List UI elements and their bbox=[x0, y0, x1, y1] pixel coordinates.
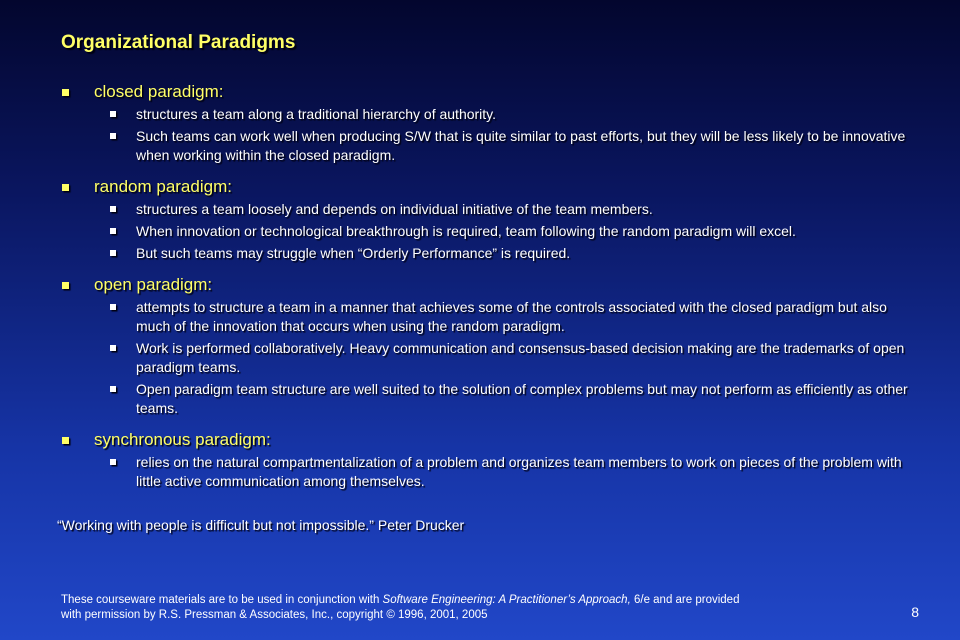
section-closed-point bbox=[62, 105, 912, 124]
point-text: Open paradigm team structure are well suited to the solution of complex problems but may not perform as efficiently as other teams. bbox=[136, 381, 908, 416]
point-text: But such teams may struggle when “Orderly Performance” is required. bbox=[136, 245, 571, 261]
point-text: relies on the natural compartmentalization of a problem and organizes team members to work on pieces of the problem with little active communication among themselves. bbox=[136, 454, 902, 489]
section-synchronous-heading bbox=[62, 430, 912, 450]
point-text: Such teams can work well when producing S/W that is quite similar to past efforts, but they will be less likely to be innovative when working within the closed paradigm. bbox=[136, 128, 906, 163]
section-heading-text: random paradigm: bbox=[94, 177, 232, 196]
point-text: When innovation or technological breakthrough is required, team following the random paradigm will excel. bbox=[136, 223, 796, 239]
section-heading-text: closed paradigm: bbox=[94, 82, 224, 101]
footer-book-title: Software Engineering: A Practitioner’s Approach, bbox=[382, 594, 631, 606]
square-bullet-icon bbox=[110, 228, 116, 234]
square-bullet-icon bbox=[110, 304, 116, 310]
bullet-list bbox=[62, 82, 912, 491]
footer-line-2: with permission by R.S. Pressman & Associates, Inc., copyright © 1996, 2001, 2005 bbox=[61, 609, 488, 621]
section-random-point bbox=[62, 200, 912, 219]
footer-suffix: 6/e and are provided bbox=[630, 594, 740, 606]
square-bullet-icon bbox=[110, 250, 116, 256]
square-bullet-icon bbox=[62, 282, 69, 289]
section-random-point bbox=[62, 244, 912, 263]
square-bullet-icon bbox=[110, 133, 116, 139]
square-bullet-icon bbox=[62, 89, 69, 96]
section-heading-text: open paradigm: bbox=[94, 275, 213, 294]
point-text: Work is performed collaboratively. Heavy communication and consensus-based decision making are the trademarks of open paradigm teams. bbox=[136, 340, 905, 375]
point-text: structures a team along a traditional hierarchy of authority. bbox=[136, 106, 497, 122]
section-heading-text: synchronous paradigm: bbox=[94, 430, 271, 449]
square-bullet-icon bbox=[62, 437, 69, 444]
drucker-quote: “Working with people is difficult but not impossible.” Peter Drucker bbox=[57, 517, 465, 533]
section-closed-heading bbox=[62, 82, 912, 102]
square-bullet-icon bbox=[62, 184, 69, 191]
square-bullet-icon bbox=[110, 345, 116, 351]
section-synchronous-point bbox=[62, 453, 912, 491]
footer-line-1 bbox=[61, 593, 861, 608]
square-bullet-icon bbox=[110, 111, 116, 117]
square-bullet-icon bbox=[110, 459, 116, 465]
section-open-point bbox=[62, 339, 912, 377]
square-bullet-icon bbox=[110, 206, 116, 212]
section-open-heading bbox=[62, 275, 912, 295]
page-number: 8 bbox=[911, 604, 919, 620]
slide-title: Organizational Paradigms bbox=[61, 32, 296, 53]
copyright-footer bbox=[61, 593, 861, 623]
point-text: attempts to structure a team in a manner that achieves some of the controls associated with the closed paradigm but also much of the innovation that occurs when using the random paradigm. bbox=[136, 299, 887, 334]
point-text: structures a team loosely and depends on individual initiative of the team members. bbox=[136, 201, 653, 217]
section-open-point bbox=[62, 380, 912, 418]
section-open-point bbox=[62, 298, 912, 336]
section-closed-point bbox=[62, 127, 912, 165]
section-random-heading bbox=[62, 177, 912, 197]
square-bullet-icon bbox=[110, 386, 116, 392]
section-random-point bbox=[62, 222, 912, 241]
footer-prefix: These courseware materials are to be used in conjunction with bbox=[61, 594, 383, 606]
